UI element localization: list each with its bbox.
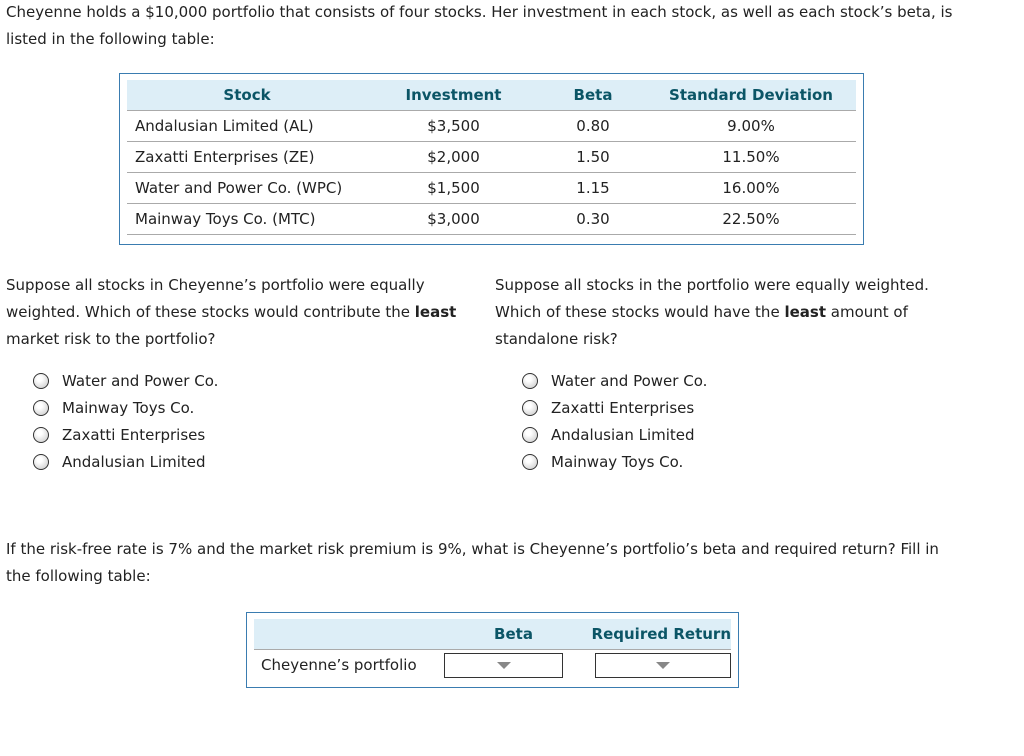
radio-button[interactable] bbox=[33, 427, 49, 443]
cell: Mainway Toys Co. (MTC) bbox=[127, 204, 367, 235]
q2-option-1[interactable] bbox=[522, 367, 707, 394]
q1-option-2[interactable] bbox=[33, 394, 194, 421]
q1-bold: least bbox=[414, 303, 457, 321]
option-label: Zaxatti Enterprises bbox=[551, 398, 695, 417]
q2-text: Suppose all stocks in the portfolio were equally weighted. Which of these stocks would have the bbox=[495, 276, 929, 321]
cell: 1.15 bbox=[540, 173, 646, 204]
cell: Water and Power Co. (WPC) bbox=[127, 173, 367, 204]
option-label: Water and Power Co. bbox=[62, 371, 219, 390]
header-std-dev: Standard Deviation bbox=[646, 80, 856, 111]
option-label: Zaxatti Enterprises bbox=[62, 425, 206, 444]
answer-table bbox=[246, 612, 739, 688]
header-beta: Beta bbox=[442, 619, 585, 650]
cell: Andalusian Limited (AL) bbox=[127, 111, 367, 142]
table-row bbox=[254, 650, 731, 681]
q2-text-end: amount of standalone risk? bbox=[495, 303, 908, 348]
radio-button[interactable] bbox=[522, 427, 538, 443]
required-return-dropdown[interactable] bbox=[595, 653, 731, 678]
cell: 22.50% bbox=[646, 204, 856, 235]
q1-text: Suppose all stocks in Cheyenne’s portfolio were equally weighted. Which of these stocks would contribute the bbox=[6, 276, 425, 321]
table-header bbox=[254, 619, 731, 650]
radio-button[interactable] bbox=[33, 373, 49, 389]
q1-option-4[interactable] bbox=[33, 448, 206, 475]
cell: 0.30 bbox=[540, 204, 646, 235]
radio-button[interactable] bbox=[33, 454, 49, 470]
option-label: Andalusian Limited bbox=[62, 452, 206, 471]
header-investment: Investment bbox=[367, 80, 540, 111]
option-label: Water and Power Co. bbox=[551, 371, 708, 390]
cell: $1,500 bbox=[367, 173, 540, 204]
question-2 bbox=[495, 272, 975, 353]
question-1 bbox=[6, 272, 476, 353]
chevron-down-icon bbox=[656, 662, 670, 669]
q2-bold: least bbox=[784, 303, 826, 321]
q1-option-1[interactable] bbox=[33, 367, 218, 394]
question-3: If the risk-free rate is 7% and the market risk premium is 9%, what is Cheyenne’s portfolio’s beta and required return? Fill in the following table: bbox=[6, 540, 939, 585]
cell: 16.00% bbox=[646, 173, 856, 204]
table-row bbox=[127, 204, 856, 235]
cell: Zaxatti Enterprises (ZE) bbox=[127, 142, 367, 173]
stock-table bbox=[119, 73, 864, 245]
header-empty bbox=[254, 619, 442, 650]
table-header bbox=[127, 80, 856, 111]
header-required-return: Required Return bbox=[585, 619, 731, 650]
header-beta: Beta bbox=[540, 80, 646, 111]
cell: $3,500 bbox=[367, 111, 540, 142]
q2-option-3[interactable] bbox=[522, 421, 695, 448]
cell: $2,000 bbox=[367, 142, 540, 173]
chevron-down-icon bbox=[497, 662, 511, 669]
cell: 9.00% bbox=[646, 111, 856, 142]
option-label: Mainway Toys Co. bbox=[551, 452, 684, 471]
q1-text-end: market risk to the portfolio? bbox=[6, 330, 216, 348]
radio-button[interactable] bbox=[522, 400, 538, 416]
option-label: Mainway Toys Co. bbox=[62, 398, 195, 417]
cell: 11.50% bbox=[646, 142, 856, 173]
cell: 0.80 bbox=[540, 111, 646, 142]
option-label: Andalusian Limited bbox=[551, 425, 695, 444]
radio-button[interactable] bbox=[522, 454, 538, 470]
radio-button[interactable] bbox=[522, 373, 538, 389]
table-row bbox=[127, 173, 856, 204]
beta-dropdown[interactable] bbox=[444, 653, 563, 678]
cell: $3,000 bbox=[367, 204, 540, 235]
q2-option-4[interactable] bbox=[522, 448, 683, 475]
row-label: Cheyenne’s portfolio bbox=[254, 650, 442, 681]
radio-button[interactable] bbox=[33, 400, 49, 416]
header-stock: Stock bbox=[127, 80, 367, 111]
table-row bbox=[127, 142, 856, 173]
q2-option-2[interactable] bbox=[522, 394, 694, 421]
intro-text: Cheyenne holds a $10,000 portfolio that consists of four stocks. Her investment in each stock, as well as each stock’s beta, is listed in the following table: bbox=[6, 3, 953, 48]
cell: 1.50 bbox=[540, 142, 646, 173]
table-row bbox=[127, 111, 856, 142]
q1-option-3[interactable] bbox=[33, 421, 205, 448]
